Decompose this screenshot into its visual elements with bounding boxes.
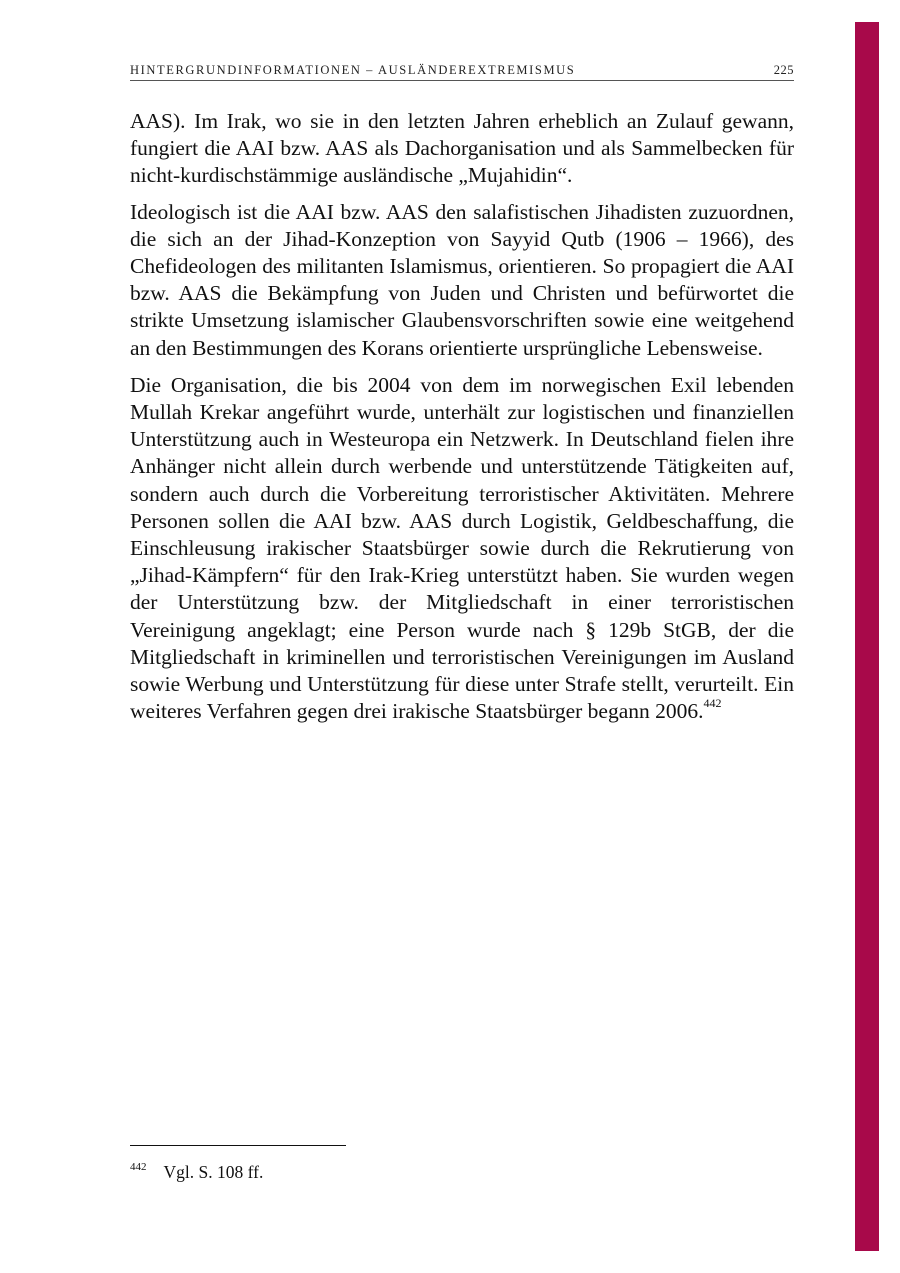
footnote-number: 442: [130, 1161, 147, 1173]
paragraph: Ideologisch ist die AAI bzw. AAS den salafistischen Jihadisten zuzuordnen, die sich an der Jihad-Konzeption von Sayyid Qutb (1906 – 1966), des Chefideologen des militanten Islamismus, orientieren. So propagiert die AAI bzw. AAS die Bekämpfung von Juden und Christen und befürwortet die strikte Umsetzung islamischer Glaubensvorschriften sowie eine weitgehend an den Bestimmungen des Korans orientierte ursprüngliche Lebensweise.: [130, 199, 794, 360]
footnote-text: Vgl. S. 108 ff.: [163, 1162, 264, 1182]
footnote-reference[interactable]: 442: [703, 696, 722, 711]
paragraph: AAS). Im Irak, wo sie in den letzten Jahren erheblich an Zulauf gewann, fungiert die AAI bzw. AAS als Dachorganisation und als Sammelbecken für nicht-kurdischstämmige ausländische „Mujahidin“.: [130, 109, 794, 188]
running-header: [130, 62, 794, 81]
paragraph: [130, 372, 794, 726]
header-title: HINTERGRUNDINFORMATIONEN – AUSLÄNDEREXTREMISMUS: [130, 63, 576, 77]
chapter-side-bar: [855, 22, 879, 1251]
paragraph-text: Die Organisation, die bis 2004 von dem im norwegischen Exil lebenden Mullah Krekar angeführt wurde, unterhält zur logistischen und finanziellen Unterstützung auch in Westeuropa ein Netzwerk. In Deutschland fielen ihre Anhänger nicht allein durch werbende und unterstützende Tätigkeiten auf, sondern auch durch die Vorbereitung terroristischer Aktivitäten. Mehrere Personen sollen die AAI bzw. AAS durch Logistik, Geldbeschaffung, die Einschleusung irakischer Staatsbürger sowie durch die Rekrutierung von „Jihad-Kämpfern“ für den Irak-Krieg unterstützt haben. Sie wurden wegen der Unterstützung bzw. der Mitgliedschaft in einer terroristischen Vereinigung angeklagt; eine Person wurde nach § 129b StGB, der die Mitgliedschaft in kriminellen und terroristischen Vereinigungen im Ausland sowie Werbung und Unterstützung für diese unter Strafe stellt, verurteilt. Ein weiteres Verfahren gegen drei irakische Staatsbürger begann 2006.: [130, 372, 794, 724]
body-text: [130, 108, 794, 735]
page-number: 225: [773, 63, 794, 77]
footnote: [130, 1162, 263, 1183]
footnote-separator: [130, 1145, 346, 1146]
